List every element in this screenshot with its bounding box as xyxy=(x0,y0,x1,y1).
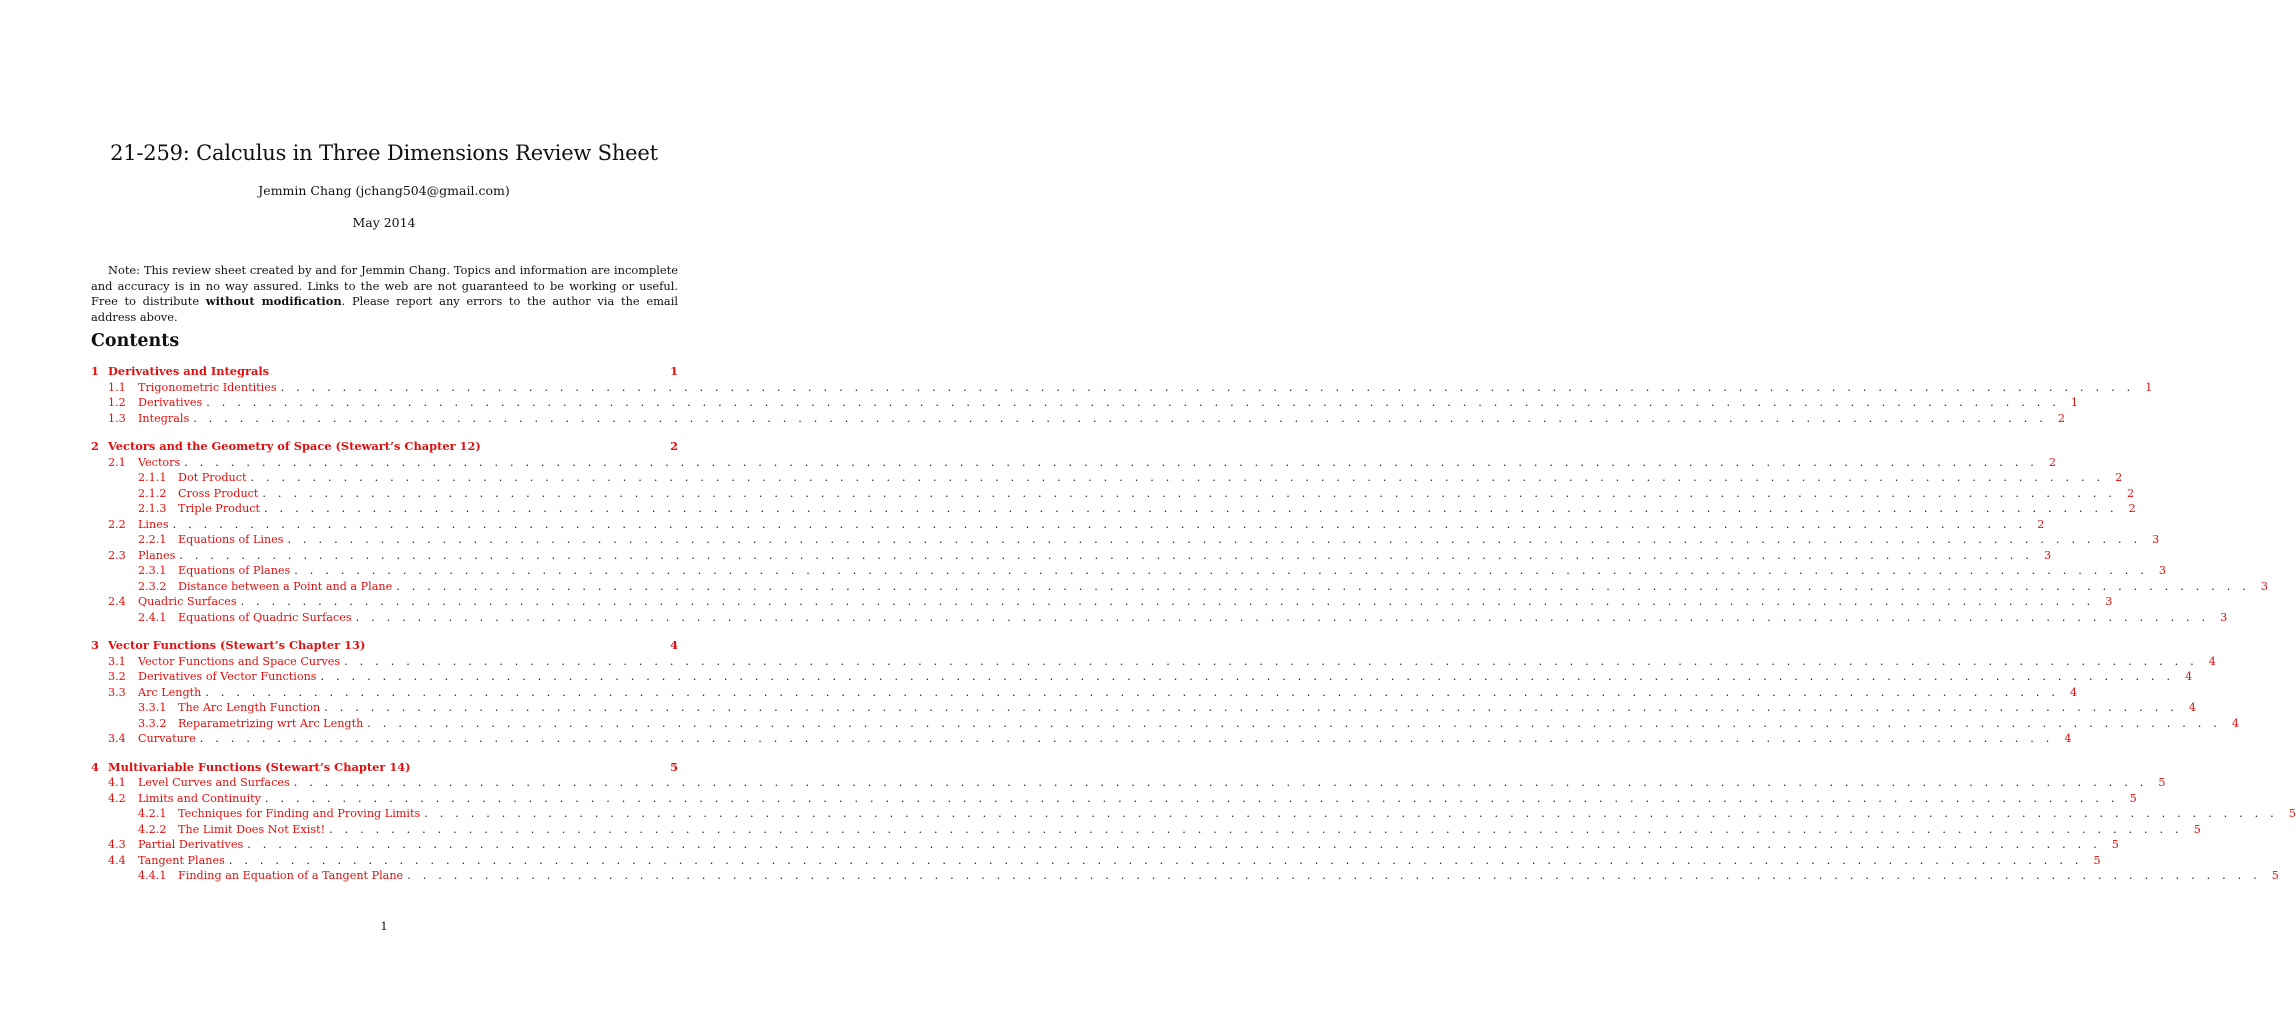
toc-item-number: 2.3.1 xyxy=(138,564,167,577)
toc-section-page: 1 xyxy=(670,364,678,378)
toc-item-number: 2.1.1 xyxy=(138,471,167,484)
toc-dot-leader: . . . . . . . . . . . . . . . . . . . . . . . . . . . . . . . . . . . . . . . . . . . . . . . . . . . . . . . . . . . . . . . . . . . . . . . . . . . . . . . . . . . . . . . . . . . . . . . . . . . . . . . . . . . . . . . . . . . . . . . . xyxy=(287,533,2142,546)
toc-item-page: 3 xyxy=(2152,533,2160,546)
toc-item-number: 4.2.1 xyxy=(138,807,167,820)
toc-item-number: 3.1 xyxy=(108,654,126,668)
toc-dot-leader: . . . . . . . . . . . . . . . . . . . . . . . . . . . . . . . . . . . . . . . . . . . . . . . . . . . . . . . . . . . . . . . . . . . . . . . . . . . . . . . . . . . . . . . . . . . . . . . . . . . . . . . . . . . . . . . . . . . . . . . . xyxy=(199,732,2054,745)
toc-section-link[interactable] xyxy=(91,439,678,455)
toc-subsection-link[interactable] xyxy=(91,654,2216,670)
toc-dot-leader: . . . . . . . . . . . . . . . . . . . . . . . . . . . . . . . . . . . . . . . . . . . . . . . . . . . . . . . . . . . . . . . . . . . . . . . . . . . . . . . . . . . . . . . . . . . . . . . . . . . . . . . . . . . . . . . . . . . . . . . . xyxy=(320,670,2175,683)
toc-dot-leader: . . . . . . . . . . . . . . . . . . . . . . . . . . . . . . . . . . . . . . . . . . . . . . . . . . . . . . . . . . . . . . . . . . . . . . . . . . . . . . . . . . . . . . . . . . . . . . . . . . . . . . . . . . . . . . . . . . . . . . . . xyxy=(280,380,2135,394)
toc-item-label: Tangent Planes xyxy=(138,853,225,867)
toc-item-label: Integrals xyxy=(138,411,190,425)
toc-item-number: 2.4 xyxy=(108,595,126,608)
toc-item-page: 3 xyxy=(2105,595,2113,608)
note-bold-text: without modification xyxy=(205,294,342,308)
toc-section-label: Vector Functions (Stewart’s Chapter 13) xyxy=(108,638,366,652)
toc-item-page: 2 xyxy=(2037,517,2045,531)
document-author: Jemmin Chang (jchang504@gmail.com) xyxy=(258,183,510,198)
toc-item-page: 1 xyxy=(2070,396,2078,409)
toc-section-number: 1 xyxy=(91,364,99,378)
toc-dot-leader: . . . . . . . . . . . . . . . . . . . . . . . . . . . . . . . . . . . . . . . . . . . . . . . . . . . . . . . . . . . . . . . . . . . . . . . . . . . . . . . . . . . . . . . . . . . . . . . . . . . . . . . . . . . . . . . . . . . . . . . . xyxy=(250,471,2105,484)
toc-item-number: 2.1.2 xyxy=(138,486,167,500)
toc-section-link[interactable] xyxy=(91,638,678,654)
toc-item-number: 3.3.2 xyxy=(138,716,167,730)
toc-section-page: 2 xyxy=(670,439,678,453)
toc-subsubsection-link[interactable] xyxy=(91,700,2196,716)
toc-item-number: 2.2 xyxy=(108,517,126,531)
toc-item-page: 2 xyxy=(2048,455,2056,469)
toc-dot-leader: . . . . . . . . . . . . . . . . . . . . . . . . . . . . . . . . . . . . . . . . . . . . . . . . . . . . . . . . . . . . . . . . . . . . . . . . . . . . . . . . . . . . . . . . . . . . . . . . . . . . . . . . . . . . . . . . . . . . . . . . xyxy=(228,853,2083,867)
toc-item-label: Trigonometric Identities xyxy=(138,380,277,394)
toc-item-label: Equations of Quadric Surfaces xyxy=(178,610,352,624)
toc-item-label: Lines xyxy=(138,517,169,531)
toc-section-label: Derivatives and Integrals xyxy=(108,364,270,378)
toc-subsection-link[interactable] xyxy=(91,380,2153,396)
toc-section-link[interactable] xyxy=(91,760,678,776)
table-of-contents xyxy=(91,364,2296,884)
toc-dot-leader: . . . . . . . . . . . . . . . . . . . . . . . . . . . . . . . . . . . . . . . . . . . . . . . . . . . . . . . . . . . . . . . . . . . . . . . . . . . . . . . . . . . . . . . . . . . . . . . . . . . . . . . . . . . . . . . . . . . . . . . . xyxy=(355,610,2210,624)
toc-item-number: 2.1.3 xyxy=(138,502,167,515)
toc-item-page: 2 xyxy=(2127,486,2135,500)
toc-item-label: Triple Product xyxy=(178,502,261,515)
toc-section-number: 2 xyxy=(91,439,99,453)
toc-item-label: Reparametrizing wrt Arc Length xyxy=(178,716,364,730)
toc-dot-leader: . . . . . . . . . . . . . . . . . . . . . . . . . . . . . . . . . . . . . . . . . . . . . . . . . . . . . . . . . . . . . . . . . . . . . . . . . . . . . . . . . . . . . . . . . . . . . . . . . . . . . . . . . . . . . . . . . . . . . . . . xyxy=(262,486,2117,500)
toc-item-page: 5 xyxy=(2158,776,2166,789)
toc-dot-leader: . . . . . . . . . . . . . . . . . . . . . . . . . . . . . . . . . . . . . . . . . . . . . . . . . . . . . . . . . . . . . . . . . . . . . . . . . . . . . . . . . . . . . . . . . . . . . . . . . . . . . . . . . . . . . . . . . . . . . . . . xyxy=(396,579,2250,593)
disclaimer-note xyxy=(91,263,678,325)
toc-dot-leader: . . . . . . . . . . . . . . . . . . . . . . . . . . . . . . . . . . . . . . . . . . . . . . . . . . . . . . . . . . . . . . . . . . . . . . . . . . . . . . . . . . . . . . . . . . . . . . . . . . . . . . . . . . . . . . . . . . . . . . . . xyxy=(206,396,2060,409)
toc-subsubsection-link[interactable] xyxy=(91,532,2160,548)
toc-dot-leader: . . . . . . . . . . . . . . . . . . . . . . . . . . . . . . . . . . . . . . . . . . . . . . . . . . . . . . . . . . . . . . . . . . . . . . . . . . . . . . . . . . . . . . . . . . . . . . . . . . . . . . . . . . . . . . . . . . . . . . . . xyxy=(184,455,2038,469)
toc-item-page: 3 xyxy=(2260,579,2268,593)
toc-section-page: 5 xyxy=(670,759,678,774)
toc-item-page: 4 xyxy=(2188,701,2196,714)
toc-subsection-link[interactable] xyxy=(91,594,2113,610)
toc-item-number: 1.1 xyxy=(108,380,126,394)
toc-item-number: 1.3 xyxy=(108,411,126,425)
toc-dot-leader: . . . . . . . . . . . . . . . . . . . . . . . . . . . . . . . . . . . . . . . . . . . . . . . . . . . . . . . . . . . . . . . . . . . . . . . . . . . . . . . . . . . . . . . . . . . . . . . . . . . . . . . . . . . . . . . . . . . . . . . . xyxy=(264,791,2119,805)
toc-gap xyxy=(91,747,678,760)
toc-item-page: 5 xyxy=(2193,822,2201,836)
toc-subsection-link[interactable] xyxy=(91,669,2193,685)
toc-subsubsection-link[interactable] xyxy=(91,486,2135,502)
toc-subsubsection-link[interactable] xyxy=(91,501,2136,517)
toc-item-number: 3.3.1 xyxy=(138,701,167,714)
toc-dot-leader: . . . . . . . . . . . . . . . . . . . . . . . . . . . . . . . . . . . . . . . . . . . . . . . . . . . . . . . . . . . . . . . . . . . . . . . . . . . . . . . . . . . . . . . . . . . . . . . . . . . . . . . . . . . . . . . . . . . . . . . . xyxy=(367,716,2222,730)
toc-dot-leader: . . . . . . . . . . . . . . . . . . . . . . . . . . . . . . . . . . . . . . . . . . . . . . . . . . . . . . . . . . . . . . . . . . . . . . . . . . . . . . . . . . . . . . . . . . . . . . . . . . . . . . . . . . . . . . . . . . . . . . . . xyxy=(264,502,2118,515)
toc-item-number: 3.3 xyxy=(108,685,126,699)
toc-subsubsection-link[interactable] xyxy=(91,579,2268,595)
toc-dot-leader: . . . . . . . . . . . . . . . . . . . . . . . . . . . . . . . . . . . . . . . . . . . . . . . . . . . . . . . . . . . . . . . . . . . . . . . . . . . . . . . . . . . . . . . . . . . . . . . . . . . . . . . . . . . . . . . . . . . . . . . . xyxy=(329,822,2183,836)
toc-item-number: 2.2.1 xyxy=(138,533,167,546)
contents-heading: Contents xyxy=(91,331,180,351)
toc-item-number: 3.4 xyxy=(108,732,126,745)
toc-item-page: 1 xyxy=(2145,380,2153,394)
toc-item-label: Planes xyxy=(138,548,176,562)
toc-item-page: 3 xyxy=(2043,548,2052,562)
toc-item-label: The Arc Length Function xyxy=(178,701,321,714)
toc-dot-leader: . . . . . . . . . . . . . . . . . . . . . . . . . . . . . . . . . . . . . . . . . . . . . . . . . . . . . . . . . . . . . . . . . . . . . . . . . . . . . . . . . . . . . . . . . . . . . . . . . . . . . . . . . . . . . . . . . . . . . . . . xyxy=(179,548,2034,562)
toc-item-label: Equations of Lines xyxy=(178,533,284,546)
toc-item-page: 5 xyxy=(2111,838,2119,851)
toc-subsection-link[interactable] xyxy=(91,731,2072,747)
toc-subsection-link[interactable] xyxy=(91,791,2137,807)
toc-subsection-link[interactable] xyxy=(91,411,2065,427)
toc-subsubsection-link[interactable] xyxy=(91,610,2228,626)
toc-item-page: 3 xyxy=(2220,610,2228,624)
toc-subsection-link[interactable] xyxy=(91,517,2045,533)
toc-item-number: 4.2.2 xyxy=(138,822,167,836)
toc-dot-leader: . . . . . . . . . . . . . . . . . . . . . . . . . . . . . . . . . . . . . . . . . . . . . . . . . . . . . . . . . . . . . . . . . . . . . . . . . . . . . . . . . . . . . . . . . . . . . . . . . . . . . . . . . . . . . . . . . . . . . . . . xyxy=(293,776,2148,789)
toc-subsection-link[interactable] xyxy=(91,395,2078,411)
toc-dot-leader: . . . . . . . . . . . . . . . . . . . . . . . . . . . . . . . . . . . . . . . . . . . . . . . . . . . . . . . . . . . . . . . . . . . . . . . . . . . . . . . . . . . . . . . . . . . . . . . . . . . . . . . . . . . . . . . . . . . . . . . . xyxy=(324,701,2178,714)
toc-item-page: 2 xyxy=(2115,471,2123,484)
toc-dot-leader: . . . . . . . . . . . . . . . . . . . . . . . . . . . . . . . . . . . . . . . . . . . . . . . . . . . . . . . . . . . . . . . . . . . . . . . . . . . . . . . . . . . . . . . . . . . . . . . . . . . . . . . . . . . . . . . . . . . . . . . . xyxy=(172,517,2027,531)
toc-item-page: 5 xyxy=(2093,853,2101,867)
toc-subsubsection-link[interactable] xyxy=(91,822,2201,838)
toc-item-page: 4 xyxy=(2185,670,2193,683)
toc-item-number: 4.4.1 xyxy=(138,869,167,882)
toc-section-number: 4 xyxy=(91,759,99,774)
toc-dot-leader: . . . . . . . . . . . . . . . . . . . . . . . . . . . . . . . . . . . . . . . . . . . . . . . . . . . . . . . . . . . . . . . . . . . . . . . . . . . . . . . . . . . . . . . . . . . . . . . . . . . . . . . . . . . . . . . . . . . . . . . . xyxy=(294,564,2149,577)
toc-item-label: Curvature xyxy=(138,732,196,745)
toc-dot-leader: . . . . . . . . . . . . . . . . . . . . . . . . . . . . . . . . . . . . . . . . . . . . . . . . . . . . . . . . . . . . . . . . . . . . . . . . . . . . . . . . . . . . . . . . . . . . . . . . . . . . . . . . . . . . . . . . . . . . . . . . xyxy=(247,838,2101,851)
toc-section-number: 3 xyxy=(91,638,99,652)
toc-item-number: 2.3 xyxy=(108,548,126,562)
toc-item-page: 4 xyxy=(2064,732,2072,745)
toc-item-label: Cross Product xyxy=(178,486,259,500)
toc-item-label: Finding an Equation of a Tangent Plane xyxy=(178,869,404,882)
toc-item-label: Vector Functions and Space Curves xyxy=(138,654,341,668)
toc-item-number: 1.2 xyxy=(108,396,126,409)
toc-subsection-link[interactable] xyxy=(91,775,2166,791)
toc-dot-leader: . . . . . . . . . . . . . . . . . . . . . . . . . . . . . . . . . . . . . . . . . . . . . . . . . . . . . . . . . . . . . . . . . . . . . . . . . . . . . . . . . . . . . . . . . . . . . . . . . . . . . . . . . . . . . . . . . . . . . . . . xyxy=(240,595,2095,608)
toc-section-label: Multivariable Functions (Stewart’s Chapter 14) xyxy=(108,759,411,774)
toc-dot-leader: . . . . . . . . . . . . . . . . . . . . . . . . . . . . . . . . . . . . . . . . . . . . . . . . . . . . . . . . . . . . . . . . . . . . . . . . . . . . . . . . . . . . . . . . . . . . . . . . . . . . . . . . . . . . . . . . . . . . . . . . xyxy=(424,807,2278,820)
toc-item-page: 4 xyxy=(2069,685,2078,699)
toc-item-page: 5 xyxy=(2129,791,2137,805)
toc-item-page: 2 xyxy=(2057,411,2065,425)
document-title: 21-259: Calculus in Three Dimensions Review Sheet xyxy=(110,141,658,165)
toc-dot-leader: . . . . . . . . . . . . . . . . . . . . . . . . . . . . . . . . . . . . . . . . . . . . . . . . . . . . . . . . . . . . . . . . . . . . . . . . . . . . . . . . . . . . . . . . . . . . . . . . . . . . . . . . . . . . . . . . . . . . . . . . xyxy=(344,654,2198,668)
toc-subsubsection-link[interactable] xyxy=(91,716,2240,732)
toc-item-page: 4 xyxy=(2208,654,2216,668)
toc-subsubsection-link[interactable] xyxy=(91,563,2167,579)
toc-subsection-link[interactable] xyxy=(91,548,2052,564)
page-number: 1 xyxy=(380,919,388,933)
toc-item-label: Limits and Continuity xyxy=(138,791,261,805)
toc-subsection-link[interactable] xyxy=(91,455,2056,471)
toc-item-label: Techniques for Finding and Proving Limits xyxy=(178,807,421,820)
toc-item-label: Equations of Planes xyxy=(178,564,291,577)
toc-item-page: 2 xyxy=(2128,502,2136,515)
toc-item-label: Vectors xyxy=(138,455,181,469)
toc-item-number: 4.2 xyxy=(108,791,126,805)
toc-item-page: 4 xyxy=(2231,716,2240,730)
toc-item-number: 3.2 xyxy=(108,670,126,683)
note-text-part1: Note: This review sheet created by and for Jemmin Chang. Topics and information are incomplete and accuracy is in no way assured. Links to the web are not guaranteed to be working or useful. Free to distribute xyxy=(91,263,678,308)
toc-item-label: Derivatives xyxy=(138,396,203,409)
toc-item-label: The Limit Does Not Exist! xyxy=(178,822,326,836)
toc-item-label: Quadric Surfaces xyxy=(138,595,237,608)
toc-item-number: 4.1 xyxy=(108,776,126,789)
toc-item-page: 3 xyxy=(2158,564,2167,577)
toc-item-page: 5 xyxy=(2271,869,2279,882)
toc-gap xyxy=(91,625,678,638)
toc-item-number: 4.4 xyxy=(108,853,126,867)
toc-dot-leader: . . . . . . . . . . . . . . . . . . . . . . . . . . . . . . . . . . . . . . . . . . . . . . . . . . . . . . . . . . . . . . . . . . . . . . . . . . . . . . . . . . . . . . . . . . . . . . . . . . . . . . . . . . . . . . . . . . . . . . . . xyxy=(205,685,2060,699)
toc-item-number: 2.1 xyxy=(108,455,126,469)
toc-subsection-link[interactable] xyxy=(91,853,2101,869)
toc-section-link[interactable] xyxy=(91,364,678,380)
document-date: May 2014 xyxy=(352,215,416,230)
toc-item-page: 5 xyxy=(2288,807,2296,820)
toc-item-label: Level Curves and Surfaces xyxy=(138,776,290,789)
toc-item-number: 2.4.1 xyxy=(138,610,167,624)
toc-item-label: Derivatives of Vector Functions xyxy=(138,670,317,683)
toc-item-label: Dot Product xyxy=(178,471,247,484)
toc-subsection-link[interactable] xyxy=(91,837,2119,853)
toc-subsubsection-link[interactable] xyxy=(91,868,2279,884)
toc-section-label: Vectors and the Geometry of Space (Stewart’s Chapter 12) xyxy=(108,439,481,453)
toc-item-label: Partial Derivatives xyxy=(138,838,244,851)
toc-dot-leader: . . . . . . . . . . . . . . . . . . . . . . . . . . . . . . . . . . . . . . . . . . . . . . . . . . . . . . . . . . . . . . . . . . . . . . . . . . . . . . . . . . . . . . . . . . . . . . . . . . . . . . . . . . . . . . . . . . . . . . . . xyxy=(193,411,2047,425)
toc-dot-leader: . . . . . . . . . . . . . . . . . . . . . . . . . . . . . . . . . . . . . . . . . . . . . . . . . . . . . . . . . . . . . . . . . . . . . . . . . . . . . . . . . . . . . . . . . . . . . . . . . . . . . . . . . . . . . . . . . . . . . . . . xyxy=(407,869,2261,882)
toc-subsection-link[interactable] xyxy=(91,685,2078,701)
toc-item-number: 4.3 xyxy=(108,838,126,851)
toc-item-label: Arc Length xyxy=(138,685,202,699)
toc-subsubsection-link[interactable] xyxy=(91,806,2296,822)
toc-gap xyxy=(91,426,678,439)
note-text-part2: . Please report any errors to the author via the email address above. xyxy=(91,294,678,324)
toc-item-number: 2.3.2 xyxy=(138,579,167,593)
toc-subsubsection-link[interactable] xyxy=(91,470,2123,486)
toc-item-label: Distance between a Point and a Plane xyxy=(178,579,393,593)
toc-section-page: 4 xyxy=(670,638,678,652)
